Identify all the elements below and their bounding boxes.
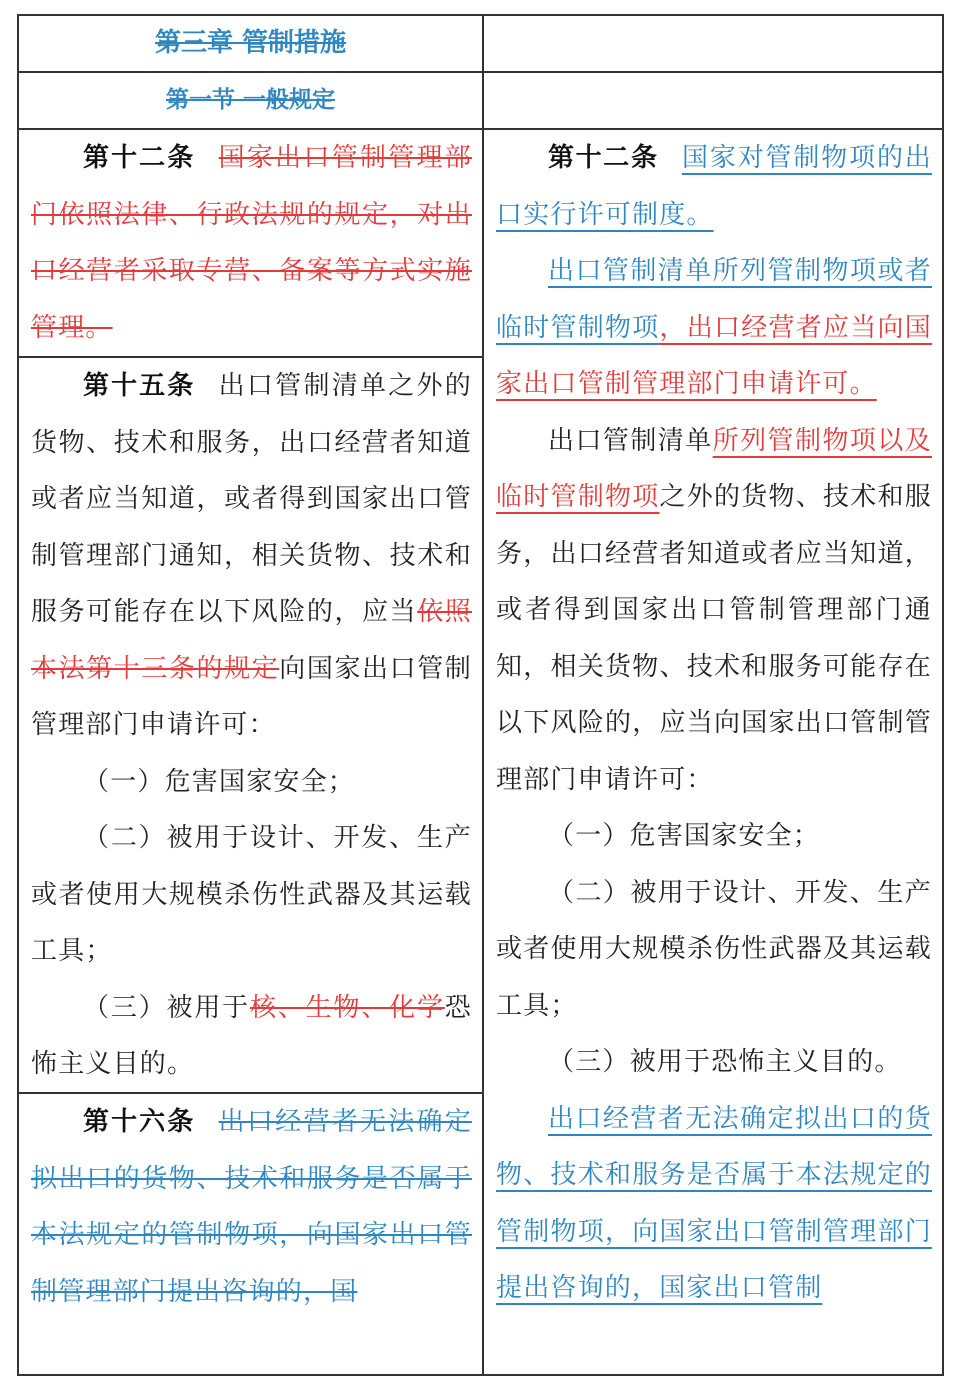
article-label: 第十五条 (83, 371, 196, 401)
section-header-cell (19, 73, 482, 128)
added-text-red: ，出口经营者应当向国家出口管制管理部门申请许可。 (496, 312, 932, 399)
article-text: 出口管制清单之外的货物、技术和服务，出口经营者知道或者应当知道，或者得到国家出口管制管理部门通知，相关货物、技术和服务可能存在以下风险的，应当 (31, 371, 472, 627)
added-text: 国家对管制物项的出口实行许可制度。 (496, 143, 932, 230)
left-art15-item-3 (31, 980, 472, 1093)
section-header-right-cell (484, 73, 942, 128)
article-text: 向国家出口管制管理部门申请许可： (31, 653, 472, 740)
right-item-1: （一）危害国家安全； (548, 821, 821, 851)
chapter-heading: 第三章 管制措施 (154, 28, 347, 58)
right-para-4 (496, 1091, 932, 1317)
left-art15-item-2: （二）被用于设计、开发、生产或者使用大规模杀伤性武器及其运载工具； (31, 823, 472, 966)
item-text: （三）被用于 (83, 992, 250, 1023)
article-text: 之外的货物、技术和服务，出口经营者知道或者应当知道，或者得到国家出口管制管理部门通知，相关货物、技术和服务可能存在以下风险的，应当向国家出口管制管理部门申请许可： (496, 482, 932, 795)
right-para-2 (496, 243, 932, 413)
right-para-1 (496, 130, 932, 243)
right-item-3: （三）被用于恐怖主义目的。 (548, 1047, 902, 1077)
added-text-red: 所列管制物项以及临时管制物项 (496, 425, 932, 512)
right-para-3 (496, 413, 932, 809)
left-article-15-cell (19, 358, 482, 1092)
section-heading: 第一节 一般规定 (165, 87, 335, 113)
item-text: 恐怖主义目的。 (31, 992, 472, 1079)
chapter-header-cell (19, 16, 482, 71)
article-label: 第十六条 (83, 1107, 196, 1137)
deleted-text: 核、生物、化学 (249, 992, 445, 1023)
comparison-table (17, 14, 944, 1376)
left-art15-item-1: （一）危害国家安全； (83, 766, 356, 797)
article-label: 第十二条 (83, 143, 196, 173)
deleted-text: 依照本法第十三条的规定 (31, 597, 472, 684)
article-text: 出口管制清单 (548, 425, 713, 456)
added-text: 出口管制清单所列管制物项或者临时管制物项 (496, 256, 932, 343)
deleted-text: 出口经营者无法确定拟出口的货物、技术和服务是否属于本法规定的管制物项，向国家出口管制管理部门提出咨询的，国 (31, 1107, 472, 1307)
added-text: 出口经营者无法确定拟出口的货物、技术和服务是否属于本法规定的管制物项，向国家出口管制管理部门提出咨询的，国家出口管制 (496, 1103, 932, 1303)
left-article-15-para (31, 358, 472, 754)
article-label: 第十二条 (548, 143, 659, 173)
left-article-12-cell (19, 130, 482, 356)
left-article-12-text (31, 130, 472, 356)
right-item-2: （二）被用于设计、开发、生产或者使用大规模杀伤性武器及其运载工具； (496, 877, 932, 1021)
chapter-header-right-cell (484, 16, 942, 71)
deleted-text: 国家出口管制管理部门依照法律、行政法规的规定，对出口经营者采取专营、备案等方式实施管理。 (31, 143, 472, 343)
left-article-16-text (31, 1094, 472, 1320)
right-article-12-cell (484, 130, 942, 1374)
left-article-16-cell (19, 1094, 482, 1374)
